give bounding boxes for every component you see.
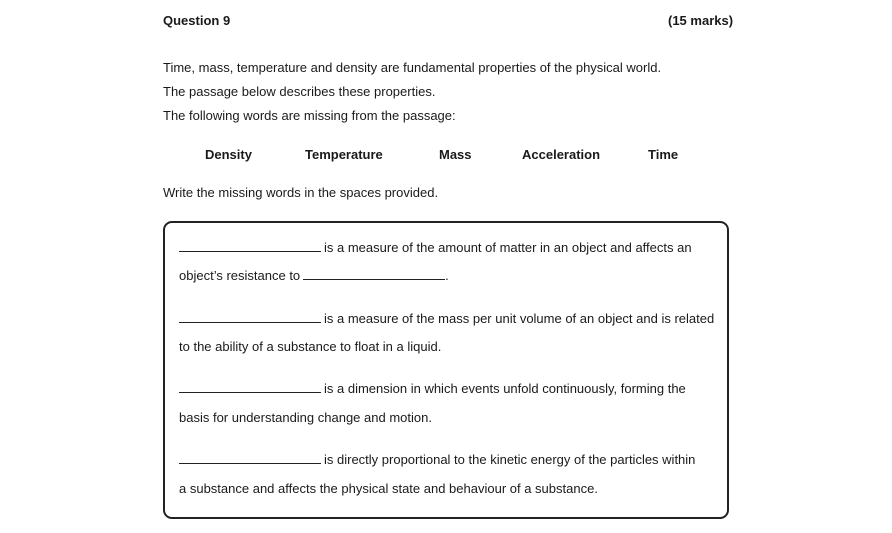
word-bank-item: Time [648,147,679,162]
answer-blank[interactable] [303,268,445,280]
answer-blank[interactable] [179,381,321,393]
statement-punctuation: . [445,268,449,283]
statement-line [179,481,598,496]
answer-blank[interactable] [179,452,321,464]
answer-blank[interactable] [179,311,321,323]
statement-line [179,268,449,283]
statement-text: is a measure of the mass per unit volume of an object and is related [324,311,715,326]
statement-line [179,410,432,425]
statement-text: is directly proportional to the kinetic energy of the particles within [324,452,696,467]
statement-text: is a measure of the amount of matter in an object and affects an [324,240,692,255]
statement-text: object’s resistance to [179,268,301,283]
question-title: Question 9 [163,13,231,28]
statement-text: a substance and affects the physical state and behaviour of a substance. [179,481,598,496]
word-bank-item: Mass [439,147,472,162]
marks-label: (15 marks) [668,13,734,28]
word-bank-item: Acceleration [522,147,601,162]
intro-text: The passage below describes these properties. [163,84,436,99]
statement-line [179,311,714,326]
statement-text: basis for understanding change and motion. [179,410,432,425]
statement-text: is a dimension in which events unfold continuously, forming the [324,381,686,396]
intro-text: The following words are missing from the passage: [163,108,456,123]
answer-blank[interactable] [179,240,321,252]
word-bank-item: Temperature [305,147,383,162]
statement-line [179,381,686,396]
statement-line [179,452,695,467]
answer-box [163,221,729,519]
instruction-text: Write the missing words in the spaces provided. [163,185,439,200]
intro-text: Time, mass, temperature and density are fundamental properties of the physical world. [163,60,662,75]
statement-line [179,240,692,255]
statement-text: to the ability of a substance to float in a liquid. [179,339,442,354]
statement-line [179,339,441,354]
word-bank-item: Density [205,147,252,162]
